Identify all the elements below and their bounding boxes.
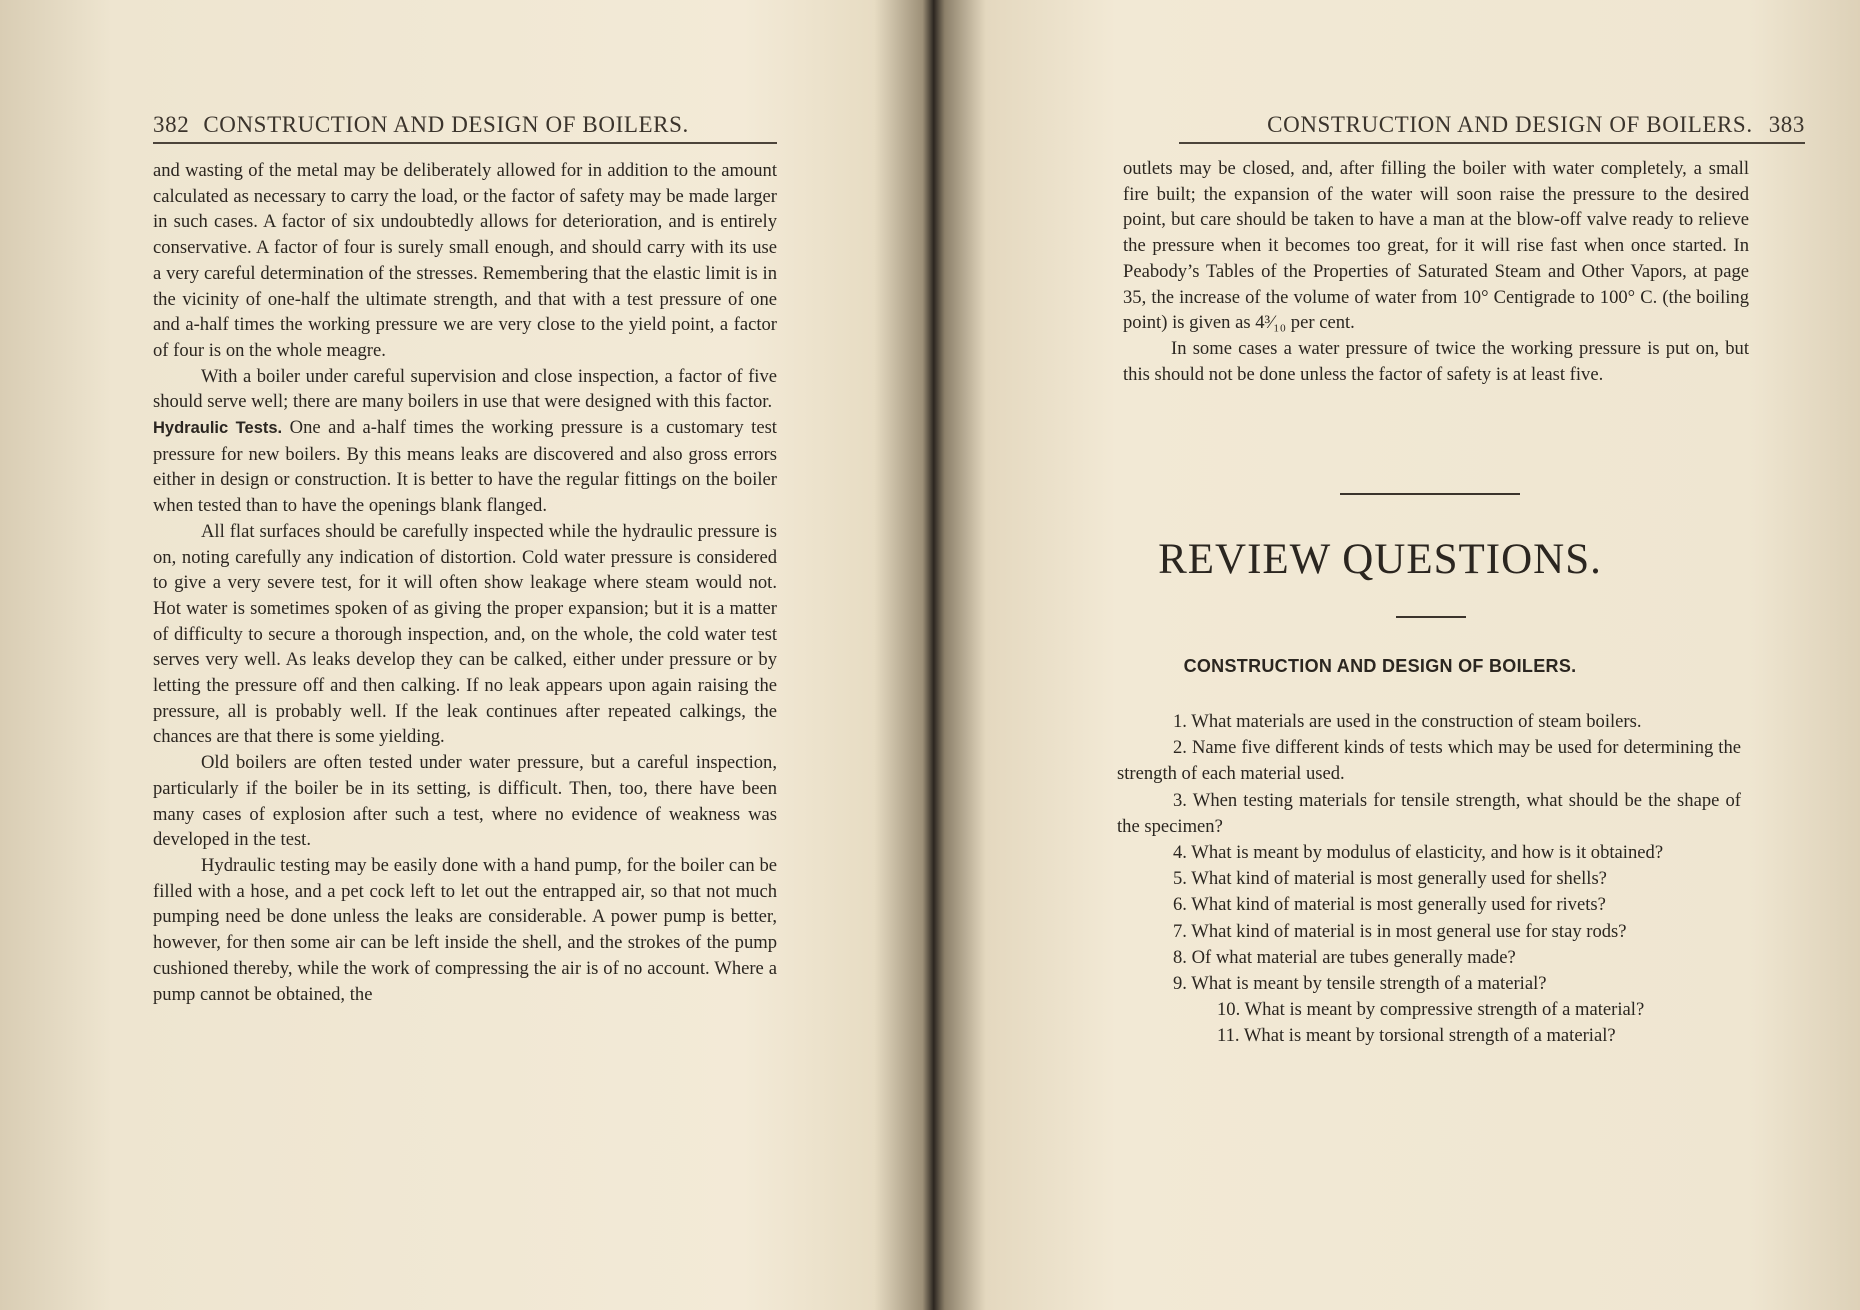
left-body-text — [153, 158, 777, 1007]
hydraulic-tests-heading: Hydraulic Tests. — [153, 419, 283, 438]
paragraph: and wasting of the metal may be deliberately allowed for in addition to the amount calculated as necessary to carry the load, or the factor of safety may be made larger in such cases. A factor of six undoubtedly allows for deterioration, and is entirely conservative. A factor of four is surely small enough, and should carry with its use a very careful determination of the stresses. Remembering that the elastic limit is in the vicinity of one-half the ultimate strength, and that with a test pressure of one and a-half times the working pressure we are very close to the yield point, a factor of four is on the whole meagre. — [153, 160, 777, 361]
left-running-title: CONSTRUCTION AND DESIGN OF BOILERS. — [203, 112, 689, 137]
right-body-text — [1123, 156, 1749, 387]
section-rule-bottom — [1396, 616, 1466, 618]
review-questions-title: REVIEW QUESTIONS. — [1158, 536, 1602, 583]
hydraulic-tests-text: One and a-half times the working pressure is a customary test pressure for new boilers. By this means leaks are discovered and also gross errors either in design or construction. It is better to have the regular fittings on the boiler when tested than to have the openings blank flanged. — [153, 417, 777, 517]
right-page — [935, 0, 1860, 1310]
question-item: 10. What is meant by compressive strength of a material? — [1217, 999, 1645, 1021]
section-rule-top — [1340, 493, 1520, 495]
right-page-number: 383 — [1768, 112, 1805, 137]
question-item: 9. What is meant by tensile strength of a material? — [1173, 973, 1547, 995]
right-running-head — [1179, 104, 1805, 144]
questions-section-heading: CONSTRUCTION AND DESIGN OF BOILERS. — [1183, 656, 1577, 676]
paragraph: Old boilers are often tested under water pressure, but a careful inspection, particularly if the boiler be in its setting, is difficult. Then, too, there have been many cases of explosion after such a test, where no evidence of weakness was developed in the test. — [153, 752, 777, 851]
left-page — [0, 0, 925, 1310]
right-running-title: CONSTRUCTION AND DESIGN OF BOILERS. — [1267, 112, 1753, 137]
paragraph: In some cases a water pressure of twice the working pressure is put on, but this should not be done unless the factor of safety is at least five. — [1123, 337, 1749, 385]
question-item: 6. What kind of material is most generally used for rivets? — [1173, 894, 1606, 916]
review-questions-list — [1117, 709, 1741, 1050]
paragraph: outlets may be closed, and, after filling the boiler with water completely, a small fire built; the expansion of the water will soon raise the pressure to the desired point, but care should be taken to have a man at the blow-off valve ready to relieve the pressure when it becomes too great, for it will rise fast when once started. In Peabody’s Tables of the Properties of Saturated Steam and Other Vapors, at page 35, the increase of the volume of water from 10° Centigrade to 100° C. (the boiling point) is given as 4³⁄₁₀ per cent. — [1123, 158, 1749, 334]
question-item: 7. What kind of material is in most general use for stay rods? — [1173, 920, 1627, 942]
question-item: 4. What is meant by modulus of elasticity, and how is it obtained? — [1173, 842, 1664, 864]
question-item: 1. What materials are used in the construction of steam boilers. — [1173, 711, 1642, 732]
left-running-head — [153, 104, 777, 144]
hydraulic-tests-paragraph — [153, 415, 777, 519]
question-item: 5. What kind of material is most generally used for shells? — [1173, 868, 1607, 890]
question-item: 11. What is meant by torsional strength of a material? — [1217, 1025, 1616, 1047]
paragraph: Hydraulic testing may be easily done with a hand pump, for the boiler can be filled with a hose, and a pet cock left to let out the entrapped air, so that not much pumping need be done unless the leaks are considerable. A power pump is better, however, for then some air can be left inside the shell, and the strokes of the pump cushioned thereby, while the work of compressing the air is of no account. Where a pump cannot be obtained, the — [153, 854, 777, 1005]
left-page-number: 382 — [153, 112, 190, 137]
question-item: 2. Name five different kinds of tests which may be used for determining the strength of each material used. — [1117, 737, 1741, 785]
question-item: 3. When testing materials for tensile strength, what should be the shape of the specimen? — [1117, 789, 1741, 837]
paragraph: All flat surfaces should be carefully inspected while the hydraulic pressure is on, noting carefully any indication of distortion. Cold water pressure is considered to give a very severe test, for it will often show leakage where steam would not. Hot water is sometimes spoken of as giving the proper expansion; but it is a matter of difficulty to secure a thorough inspection, and, on the whole, the cold water test serves very well. As leaks develop they can be calked, either under pressure or by letting the pressure off and then calking. If no leak appears upon again raising the pressure, all is probably well. If the leak continues after repeated calkings, the chances are that there is some yielding. — [153, 520, 777, 748]
paragraph: With a boiler under careful supervision and close inspection, a factor of five should serve well; there are many boilers in use that were designed with this factor. — [153, 365, 777, 413]
question-item: 8. Of what material are tubes generally made? — [1173, 946, 1516, 968]
